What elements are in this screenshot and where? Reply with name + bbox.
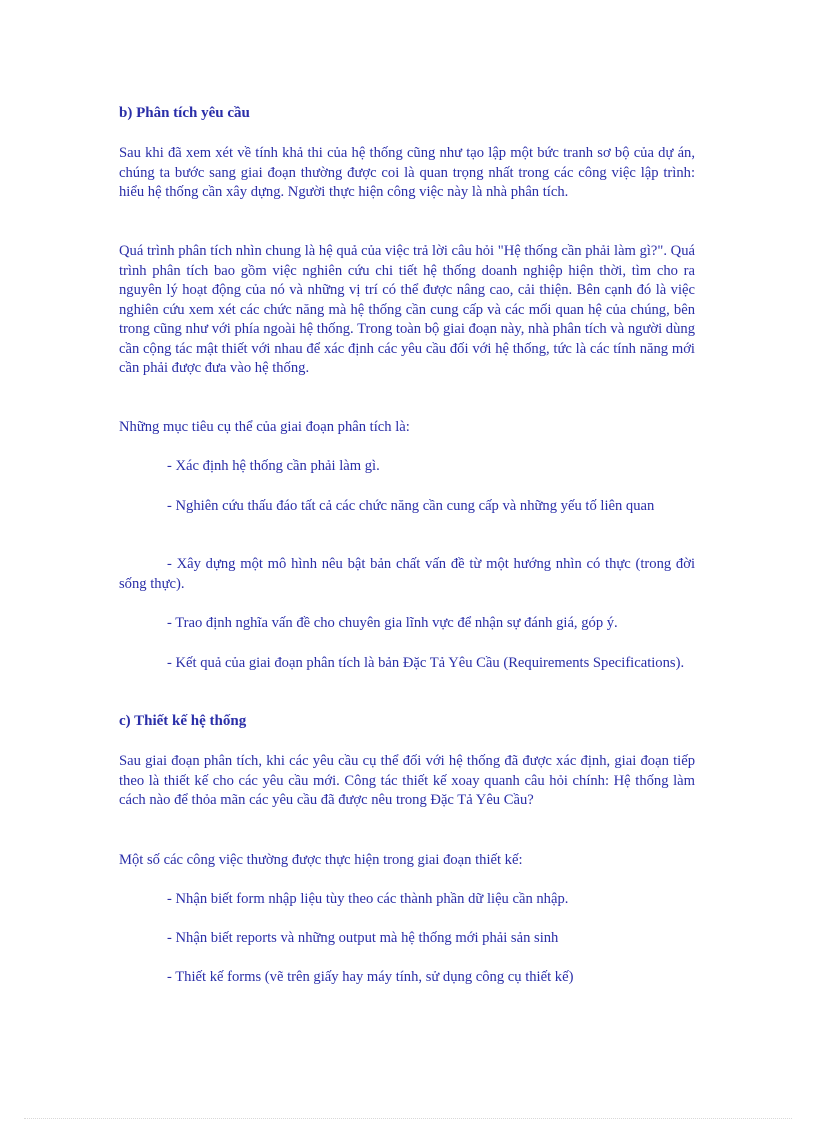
section-b-paragraph-1: Sau khi đã xem xét về tính khả thi của hệ thống cũng như tạo lập một bức tranh sơ bộ của dự án, chúng ta bước sang giai đoạn thường được coi là quan trọng nhất trong các công việc lập trình: hiểu hệ thống cần xây dựng. Người thực hiện công việc này là nhà phân tích. [119, 145, 695, 200]
section-c-bullet-1: - Nhận biết form nhập liệu tùy theo các thành phần dữ liệu cần nhập. [167, 891, 569, 907]
page-bottom-divider [24, 1118, 792, 1119]
section-b-bullet-1: - Xác định hệ thống cần phải làm gì. [167, 458, 380, 474]
section-b-bullet-5: - Kết quả của giai đoạn phân tích là bản Đặc Tả Yêu Cầu (Requirements Specifications). [167, 655, 685, 671]
section-b-heading: b) Phân tích yêu cầu [119, 105, 250, 121]
section-c-paragraph-1: Sau giai đoạn phân tích, khi các yêu cầu cụ thể đối với hệ thống đã được xác định, giai đoạn tiếp theo là thiết kế cho các yêu cầu mới. Công tác thiết kế xoay quanh câu hỏi chính: Hệ thống làm cách nào để thỏa mãn các yêu cầu đã được nêu trong Đặc Tả Yêu Cầu? [119, 753, 695, 808]
section-b-paragraph-3: Những mục tiêu cụ thể của giai đoạn phân tích là: [119, 419, 410, 435]
section-b-bullet-4: - Trao định nghĩa vấn đề cho chuyên gia lĩnh vực để nhận sự đánh giá, góp ý. [167, 615, 618, 631]
section-c-bullet-3: - Thiết kế forms (vẽ trên giấy hay máy tính, sử dụng công cụ thiết kế) [167, 969, 574, 985]
section-b-bullet-2: - Nghiên cứu thấu đáo tất cả các chức năng cần cung cấp và những yếu tố liên quan [167, 498, 655, 514]
section-b-bullet-3: - Xây dựng một mô hình nêu bật bản chất vấn đề từ một hướng nhìn có thực (trong đời sống thực). [119, 556, 695, 592]
section-b-paragraph-2: Quá trình phân tích nhìn chung là hệ quả của việc trả lời câu hỏi "Hệ thống cần phải làm gì?". Quá trình phân tích bao gồm việc nghiên cứu chi tiết hệ thống doanh nghiệp hiện thời, tìm cho ra nguyên lý hoạt động của nó và những vị trí có thể được nâng cao, cải thiện. Bên cạnh đó là việc nghiên cứu xem xét các chức năng mà hệ thống cần cung cấp và các mối quan hệ của chúng, bên trong cũng như với phía ngoài hệ thống. Trong toàn bộ giai đoạn này, nhà phân tích và người dùng cần cộng tác mật thiết với nhau để xác định các yêu cầu đối với hệ thống, tức là các tính năng mới cần phải được đưa vào hệ thống. [119, 243, 695, 376]
section-c-paragraph-2: Một số các công việc thường được thực hiện trong giai đoạn thiết kế: [119, 852, 523, 868]
section-c-bullet-2: - Nhận biết reports và những output mà hệ thống mới phải sản sinh [167, 930, 559, 946]
section-c-heading: c) Thiết kế hệ thống [119, 713, 247, 729]
